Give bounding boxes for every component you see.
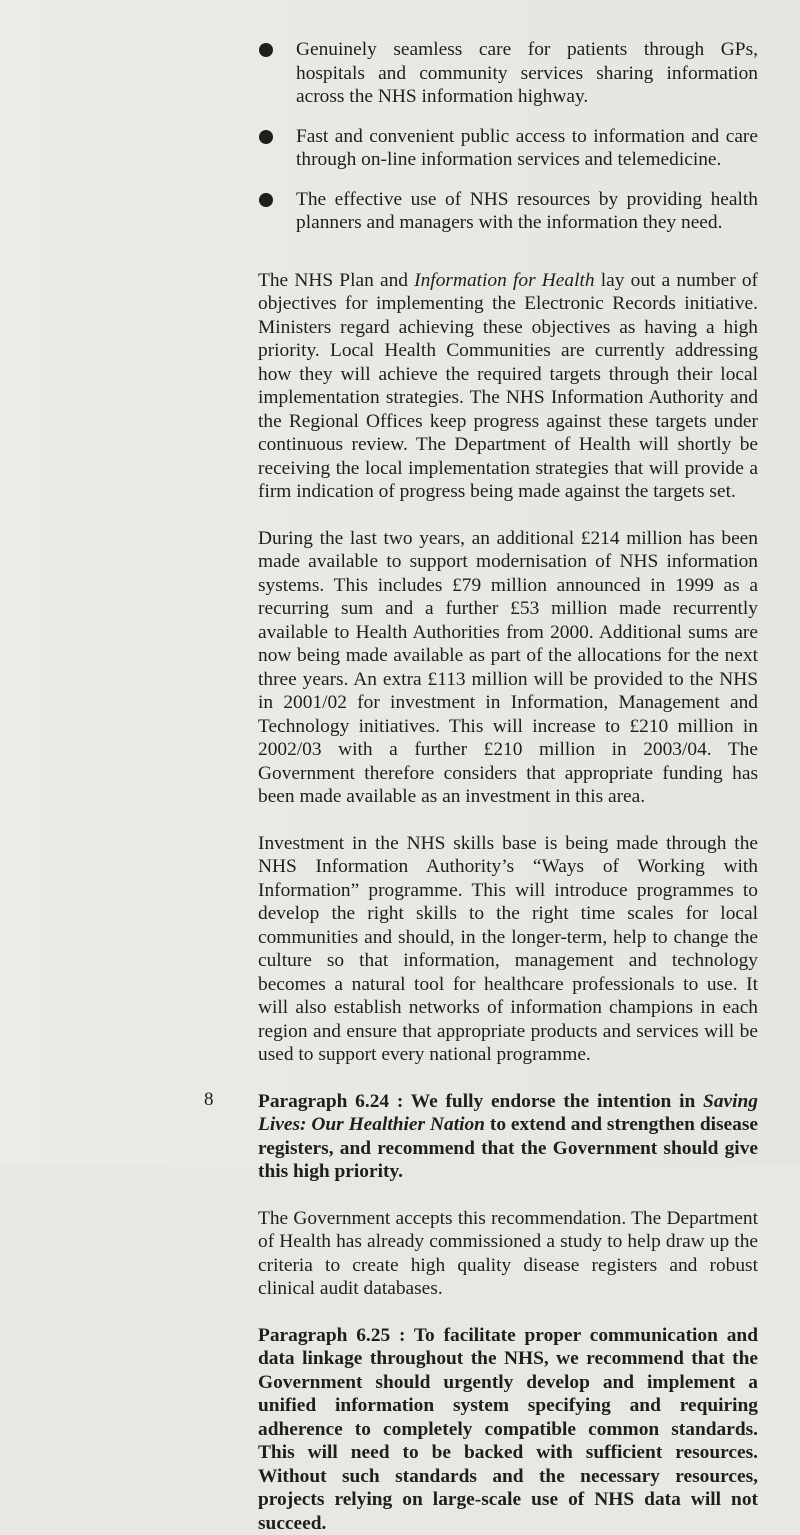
paragraph-funding: During the last two years, an additional £214 million has been made available to support modernisation of NHS information systems. This includes £79 million announced in 1999 as a recurring sum and a further £53 million made recurrently available to Health Authorities from 2000. Additional sums are now being made available as part of the allocations for the next three years. An extra £113 million will be provided to the NHS in 2001/02 for investment in Information, Management and Technology initiatives. This will increase to £210 million in 2002/03 with a further £210 million in 2003/04. The Government therefore considers that appropriate funding has been made available as an investment in this area. — [258, 527, 758, 809]
paragraph-text: The NHS Plan and — [258, 270, 414, 291]
bullet-dot-icon — [259, 43, 273, 57]
italic-title: Information for Health — [414, 270, 594, 291]
recommendation-6-24 — [258, 1090, 758, 1184]
recommendation-6-25: Paragraph 6.25 : To facilitate proper communication and data linkage throughout the NHS, we recommend that the Government should urgently develop and implement a unified information system specifying and requiring adherence to completely compatible common standards. This will need to be backed with sufficient resources. Without such standards and the necessary resources, projects relying on large-scale use of NHS data will not succeed. — [258, 1324, 758, 1535]
page-content — [258, 38, 758, 1535]
objectives-bullet-list — [258, 38, 758, 235]
recommendation-text: to extend and strengthen disease registers, and recommend that the Government should give this high priority. — [258, 1114, 758, 1182]
bullet-dot-icon — [259, 130, 273, 144]
bullet-item-effective-use — [258, 188, 758, 235]
bullet-item-public-access — [258, 125, 758, 172]
bullet-text: The effective use of NHS resources by providing health planners and managers with the information they need. — [296, 189, 758, 234]
bullet-dot-icon — [259, 193, 273, 207]
italic-title: Saving Lives: Our Healthier Nation — [258, 1091, 758, 1136]
paragraph-text: lay out a number of objectives for implementing the Electronic Records initiative. Ministers regard achieving these objectives as having a high priority. Local Health Communities are currently addressing how they will achieve the required targets through their local implementation strategies. The NHS Information Authority and the Regional Offices keep progress against these targets under continuous review. The Department of Health will shortly be receiving the local implementation strategies that will provide a firm indication of progress being made against the targets set. — [258, 270, 758, 503]
paragraph-skills-investment: Investment in the NHS skills base is being made through the NHS Information Authority’s “Ways of Working with Information” programme. This will introduce programmes to develop the right skills to the right time scales for local communities and should, in the longer-term, help to change the culture so that information, management and technology becomes a natural tool for healthcare professionals to use. It will also establish networks of information champions in each region and ensure that appropriate products and services will be used to support every national programme. — [258, 832, 758, 1067]
paragraph-government-response: The Government accepts this recommendation. The Department of Health has already commissioned a study to help draw up the criteria to create high quality disease registers and robust clinical audit databases. — [258, 1207, 758, 1301]
bullet-text: Genuinely seamless care for patients through GPs, hospitals and community services sharing information across the NHS information highway. — [296, 39, 758, 107]
recommendation-text: Paragraph 6.24 : We fully endorse the intention in — [258, 1091, 703, 1112]
page-number: 8 — [204, 1089, 214, 1111]
paragraph-nhs-plan — [258, 269, 758, 504]
bullet-item-seamless-care — [258, 38, 758, 109]
bullet-text: Fast and convenient public access to information and care through on-line information services and telemedicine. — [296, 126, 758, 171]
